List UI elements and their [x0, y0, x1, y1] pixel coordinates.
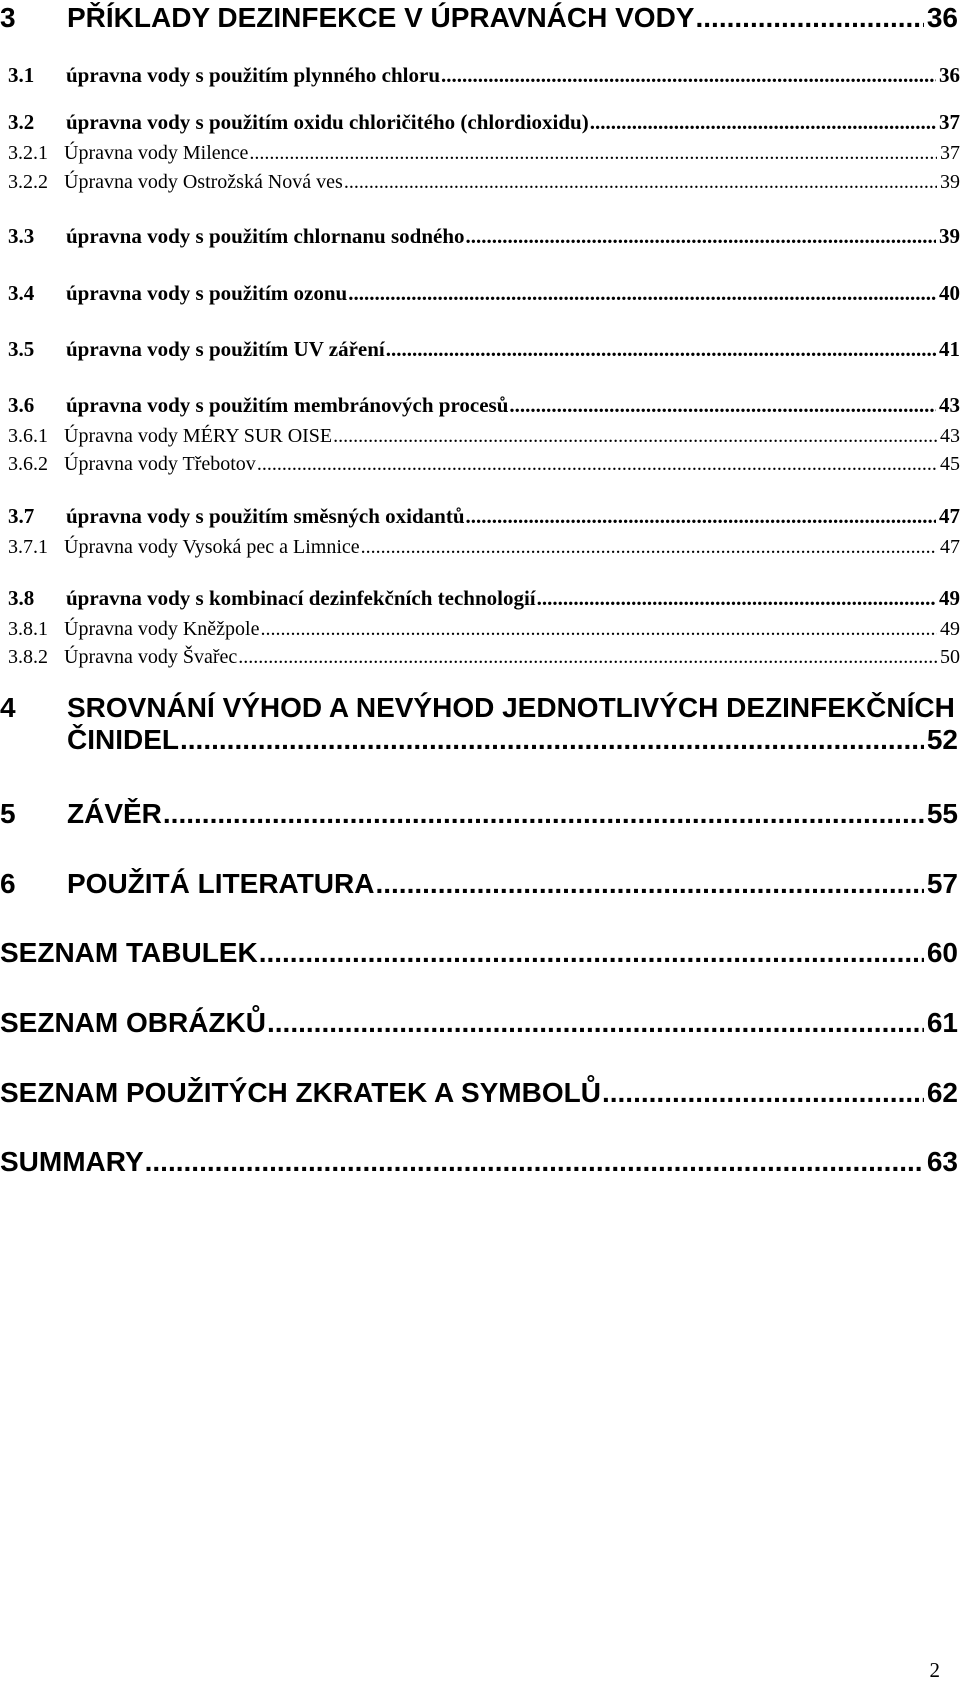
toc-entry-page: 63 — [926, 1146, 958, 1177]
toc-entry-title: SEZNAM TABULEK — [0, 937, 258, 968]
toc-entry-number: 6 — [0, 868, 16, 899]
toc-entry[interactable] — [0, 110, 960, 135]
toc-entry-page: 37 — [939, 110, 960, 134]
toc-entry-title: Úpravna vody Kněžpole — [64, 618, 260, 640]
toc-entry-page: 47 — [940, 536, 960, 558]
toc-leader-dots — [259, 937, 924, 969]
toc-entry-number: 3.2 — [8, 110, 35, 134]
toc-entry[interactable] — [0, 224, 960, 249]
toc-entry-title: Úpravna vody Vysoká pec a Limnice — [64, 536, 360, 558]
toc-entry-title: PŘÍKLADY DEZINFEKCE V ÚPRAVNÁCH VODY — [67, 2, 695, 33]
toc-leader-dots — [348, 281, 936, 306]
toc-leader-dots — [180, 724, 924, 756]
toc-entry-number: 3.2.1 — [8, 142, 48, 164]
toc-entry-title: úpravna vody s použitím plynného chloru — [66, 63, 441, 87]
toc-entry[interactable] — [0, 425, 960, 448]
toc-leader-dots — [344, 171, 937, 194]
toc-entry[interactable] — [0, 504, 960, 529]
toc-entry-title: SEZNAM OBRÁZKŮ — [0, 1007, 266, 1038]
toc-entry[interactable] — [0, 1077, 958, 1109]
toc-entry[interactable] — [0, 586, 960, 611]
toc-entry-page: 41 — [939, 337, 960, 361]
toc-leader-dots — [441, 63, 936, 88]
toc-entry-number: 3.7.1 — [8, 536, 48, 558]
toc-entry-page: 47 — [939, 504, 960, 528]
toc-entry-title: Úpravna vody Třebotov — [64, 453, 256, 475]
toc-entry[interactable] — [0, 142, 960, 165]
toc-entry-title: úpravna vody s použitím směsných oxidantů — [66, 504, 465, 528]
toc-leader-dots — [695, 2, 923, 34]
toc-entry-title: ČINIDEL — [67, 724, 179, 755]
toc-entry-title: úpravna vody s kombinací dezinfekčních technologií — [66, 586, 536, 610]
toc-entry-page: 37 — [940, 142, 960, 164]
toc-leader-dots — [590, 110, 936, 135]
toc-entry-title: SEZNAM POUŽITÝCH ZKRATEK A SYMBOLŮ — [0, 1077, 601, 1108]
toc-entry-page: 55 — [926, 798, 958, 829]
toc-entry[interactable] — [0, 281, 960, 306]
toc-entry-page: 57 — [926, 868, 958, 899]
toc-entry-title: úpravna vody s použitím oxidu chloričitého (chlordioxidu) — [66, 110, 589, 134]
toc-entry-number: 3 — [0, 2, 16, 33]
toc-entry[interactable] — [0, 536, 960, 559]
toc-entry-title: úpravna vody s použitím chlornanu sodného — [66, 224, 465, 248]
toc-entry-page: 40 — [939, 281, 960, 305]
toc-leader-dots — [386, 337, 936, 362]
toc-entry-number: 3.8.2 — [8, 646, 48, 668]
toc-entry-page: 60 — [926, 937, 958, 968]
toc-entry[interactable] — [0, 171, 960, 194]
toc-entry[interactable] — [0, 453, 960, 476]
toc-leader-dots — [537, 586, 936, 611]
toc-entry-number: 3.2.2 — [8, 171, 48, 193]
toc-entry[interactable] — [0, 692, 960, 756]
toc-entry-page: 45 — [940, 453, 960, 475]
toc-entry[interactable] — [0, 618, 960, 641]
toc-entry[interactable] — [0, 337, 960, 362]
toc-entry-page: 49 — [940, 618, 960, 640]
toc-entry-number: 3.4 — [8, 281, 35, 305]
toc-entry-number: 3.6.2 — [8, 453, 48, 475]
toc-leader-dots — [602, 1077, 924, 1109]
toc-entry-page: 50 — [940, 646, 960, 668]
toc-entry-title: úpravna vody s použitím ozonu — [66, 281, 348, 305]
toc-entry-page: 39 — [940, 171, 960, 193]
toc-entry[interactable] — [0, 1146, 958, 1178]
toc-entry[interactable] — [0, 937, 958, 969]
toc-entry-page: 49 — [939, 586, 960, 610]
toc-entry-number: 3.6.1 — [8, 425, 48, 447]
toc-entry[interactable] — [0, 1007, 958, 1039]
toc-entry-number: 3.3 — [8, 224, 35, 248]
toc-entry[interactable] — [0, 868, 958, 900]
toc-entry-page: 61 — [926, 1007, 958, 1038]
toc-leader-dots — [509, 393, 936, 418]
toc-entry[interactable] — [0, 798, 958, 830]
toc-leader-dots — [261, 618, 938, 641]
toc-entry-title: Úpravna vody Milence — [64, 142, 249, 164]
toc-leader-dots — [145, 1146, 924, 1178]
toc-entry-title: Úpravna vody Ostrožská Nová ves — [64, 171, 343, 193]
toc-entry-number: 3.6 — [8, 393, 35, 417]
toc-entry-title-line1: SROVNÁNÍ VÝHOD A NEVÝHOD JEDNOTLIVÝCH DEZINFEKČNÍCH — [67, 692, 955, 723]
toc-entry-title: POUŽITÁ LITERATURA — [67, 868, 375, 899]
toc-entry[interactable] — [0, 63, 960, 88]
toc-entry-page: 39 — [939, 224, 960, 248]
toc-leader-dots — [249, 142, 937, 165]
toc-entry-number: 3.5 — [8, 337, 35, 361]
toc-entry-page: 36 — [939, 63, 960, 87]
toc-entry[interactable] — [0, 393, 960, 418]
toc-entry-title: SUMMARY — [0, 1146, 144, 1177]
toc-leader-dots — [375, 868, 923, 900]
toc-entry[interactable] — [0, 646, 960, 669]
toc-entry-page: 36 — [926, 2, 958, 33]
toc-entry-title: úpravna vody s použitím membránových procesů — [66, 393, 509, 417]
page-number: 2 — [929, 1658, 940, 1682]
toc-entry-number: 3.8 — [8, 586, 35, 610]
toc-entry-number: 5 — [0, 798, 16, 829]
toc-entry-number: 3.7 — [8, 504, 35, 528]
toc-leader-dots — [466, 504, 937, 529]
toc-entry-title: ZÁVĚR — [67, 798, 162, 829]
toc-leader-dots — [163, 798, 924, 830]
toc-entry-title: Úpravna vody Švařec — [64, 646, 238, 668]
toc-entry-title: úpravna vody s použitím UV záření — [66, 337, 385, 361]
toc-leader-dots — [238, 646, 937, 669]
toc-entry-page: 43 — [939, 393, 960, 417]
toc-entry-page: 52 — [926, 724, 958, 755]
toc-leader-dots — [267, 1007, 924, 1039]
toc-entry-page: 43 — [940, 425, 960, 447]
toc-leader-dots — [257, 453, 937, 476]
toc-leader-dots — [466, 224, 936, 249]
toc-entry-title: Úpravna vody MÉRY SUR OISE — [64, 425, 333, 447]
toc-leader-dots — [333, 425, 937, 448]
toc-leader-dots — [361, 536, 937, 559]
toc-entry-number: 3.8.1 — [8, 618, 48, 640]
toc-entry-number: 4 — [0, 692, 16, 723]
toc-entry[interactable] — [0, 2, 958, 34]
toc-entry-page: 62 — [926, 1077, 958, 1108]
toc-entry-number: 3.1 — [8, 63, 35, 87]
